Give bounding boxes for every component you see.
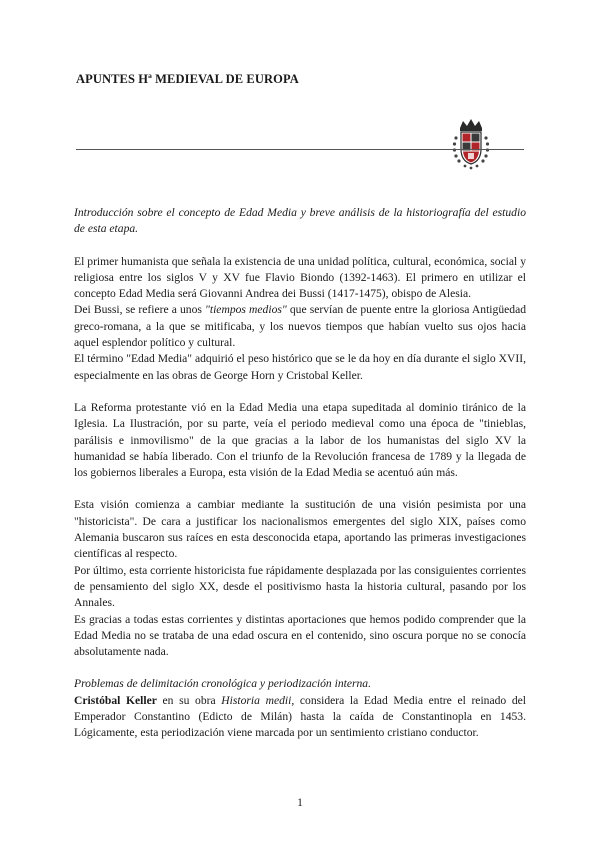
emphasis-text: "tiempos medios" (205, 303, 287, 317)
paragraph: Esta visión comienza a cambiar mediante la sustitución de una visión pesimista por una "historicista". De cara a justificar los nacionalismos emergentes del siglo XIX, países como Alemania buscaron sus raíces en esta desconocida etapa, aportando las primeras investigaciones científicas al respecto. (74, 498, 526, 561)
paragraph-text: , considera la Edad Media entre el reinado del Emperador Constantino (Edicto de Milán) hasta la caída de Constantinopla en 1453. Lógicamente, esta periodización viene marcada por un sentimiento cristiano conductor. (74, 693, 526, 740)
paragraph: El término "Edad Media" adquirió el peso histórico que se le da hoy en día durante el siglo XVII, especialmente en las obras de George Horn y Cristobal Keller. (74, 352, 526, 382)
work-title: Historia medii (221, 693, 292, 707)
paragraph-text: Dei Bussi, se refiere a unos (74, 303, 205, 317)
paragraph: La Reforma protestante vió en la Edad Media una etapa supeditada al dominio tiránico de la Iglesia. La Ilustración, por su parte, veía el periodo medieval como una época de "tinieblas, parálisis e inmovilismo" de la que gracias a la labor de los humanistas del siglo XV la humanidad se había liberado. Con el triunfo de la Revolución francesa de 1789 y la llegada de los gobiernos liberales a Europa, esta visión de la Edad Media se acentuó aún más. (74, 400, 526, 480)
paragraph-text: que servían de puente entre la gloriosa Antigüedad greco-romana, a la que se mitificaba, y los nuevos tiempos que habían vuelto sus ojos hacia aquel esplendor político y cultural. (74, 303, 527, 350)
author-name: Cristóbal Keller (74, 693, 157, 707)
page-number: 1 (297, 797, 303, 809)
document-title: APUNTES Hª MEDIEVAL DE EUROPA (76, 72, 299, 86)
paragraph: El primer humanista que señala la existencia de una unidad política, cultural, económica, social y religiosa entre los siglos V y XV fue Flavio Biondo (1392-1463). El primero en utilizar el concepto Edad Media será Giovanni Andrea dei Bussi (1417-1475), obispo de Alesia. (74, 254, 526, 301)
paragraph (74, 302, 526, 351)
paragraph: Es gracias a todas estas corrientes y distintas aportaciones que hemos podido comprender que la Edad Media no se trataba de una edad oscura en el contenido, sino oscura porque no se conocía absolutamente nada. (74, 612, 526, 659)
paragraph (74, 693, 526, 742)
university-crest-icon (451, 116, 491, 172)
paragraph: Por último, esta corriente historicista fue rápidamente desplazada por las consiguientes corrientes de pensamiento del siglo XX, desde el positivismo hasta la historia cultural, pasando por los Annales. (74, 563, 526, 610)
document-body (74, 205, 526, 742)
paragraph-text: en su obra (156, 693, 222, 707)
header-divider (76, 149, 524, 150)
section-heading: Problemas de delimitación cronológica y periodización interna. (74, 677, 371, 691)
intro-paragraph: Introducción sobre el concepto de Edad Media y breve análisis de la historiografía del estudio de esta etapa. (74, 206, 526, 236)
